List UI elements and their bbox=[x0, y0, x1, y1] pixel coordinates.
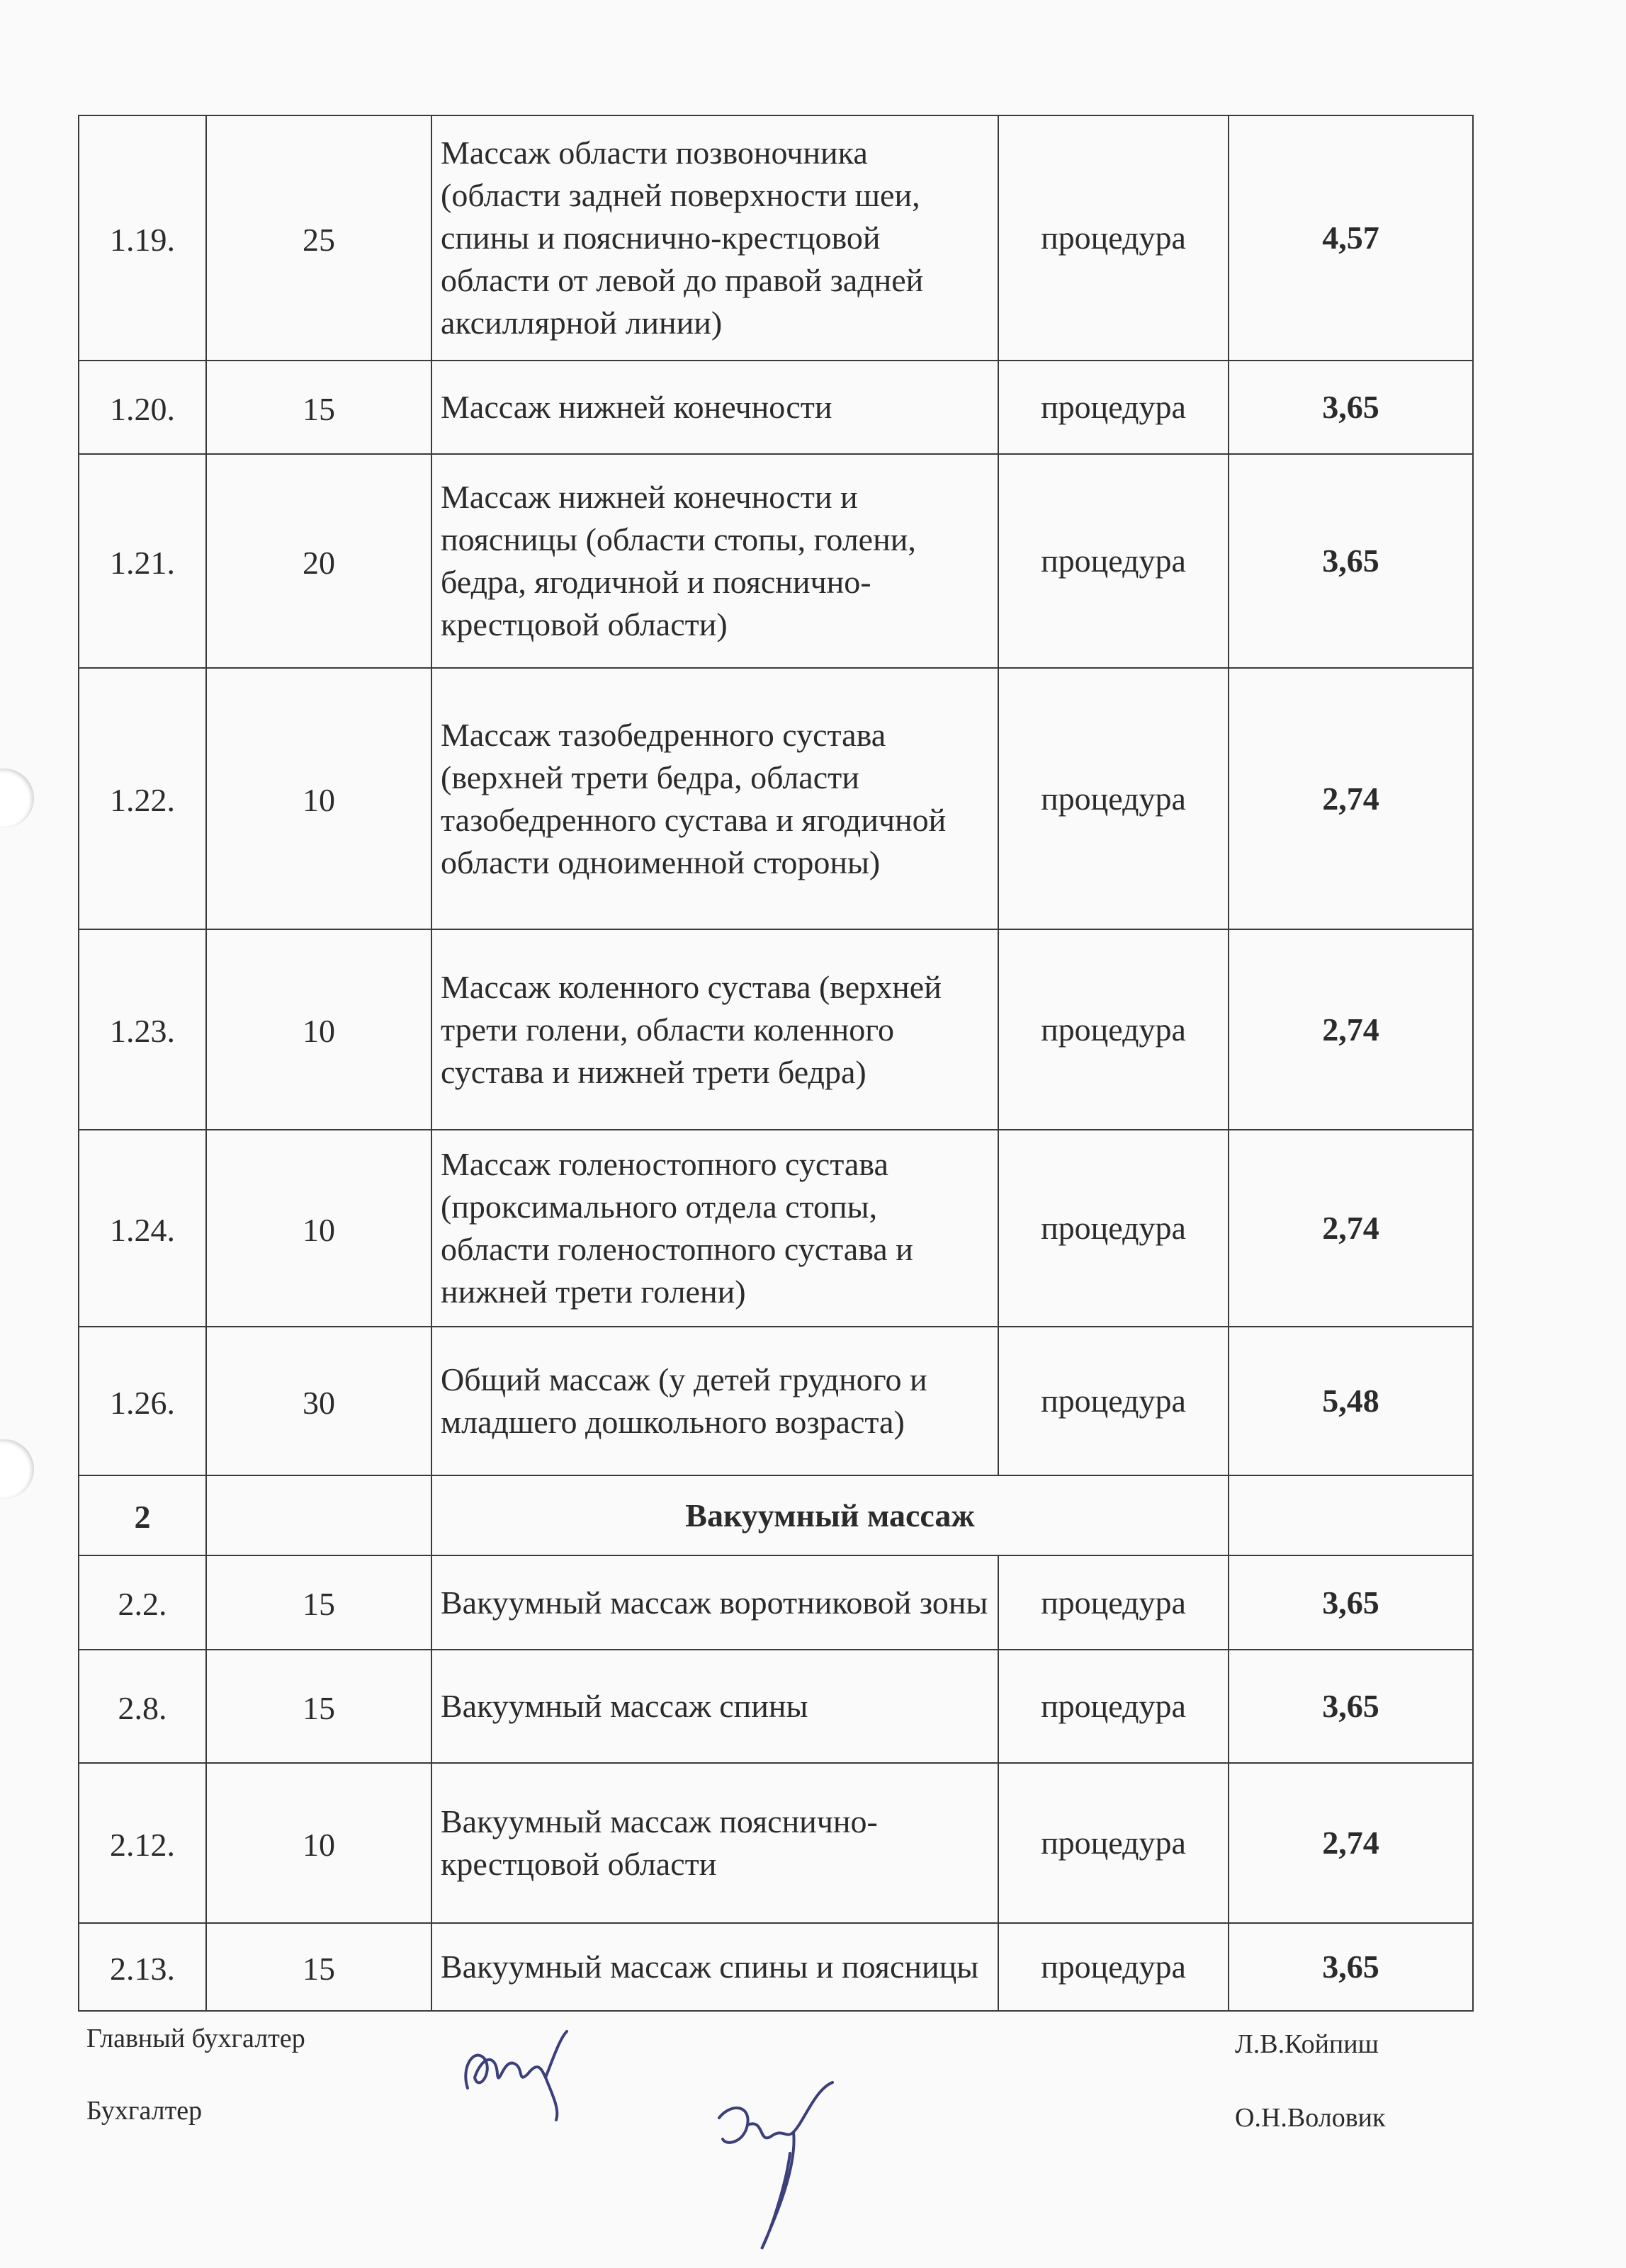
table-row bbox=[79, 1130, 1473, 1327]
row-number: 1.19. bbox=[79, 115, 206, 361]
row-service-name: Массаж области позвоночника (области задней поверхности шеи, спины и пояснично-крестцовой области от левой до правой задней аксиллярной линии) bbox=[431, 115, 998, 361]
row-price: 5,48 bbox=[1229, 1327, 1473, 1475]
section-number: 2 bbox=[79, 1475, 206, 1555]
row-unit: процедура bbox=[998, 1130, 1229, 1327]
row-unit: процедура bbox=[998, 929, 1229, 1130]
row-duration: 15 bbox=[206, 1650, 431, 1763]
row-duration: 10 bbox=[206, 1763, 431, 1923]
row-number: 2.2. bbox=[79, 1555, 206, 1650]
punch-hole bbox=[0, 1439, 34, 1499]
row-number: 1.20. bbox=[79, 361, 206, 454]
row-price: 3,65 bbox=[1229, 454, 1473, 668]
table-row bbox=[79, 929, 1473, 1130]
row-price: 2,74 bbox=[1229, 929, 1473, 1130]
row-unit: процедура bbox=[998, 115, 1229, 361]
row-price: 2,74 bbox=[1229, 1763, 1473, 1923]
row-price: 3,65 bbox=[1229, 1555, 1473, 1650]
row-duration: 10 bbox=[206, 1130, 431, 1327]
row-duration: 25 bbox=[206, 115, 431, 361]
row-duration: 15 bbox=[206, 361, 431, 454]
row-service-name: Массаж нижней конечности и поясницы (области стопы, голени, бедра, ягодичной и пояснично-крестцовой области) bbox=[431, 454, 998, 668]
row-number: 1.24. bbox=[79, 1130, 206, 1327]
accountant-title: Бухгалтер bbox=[86, 2096, 203, 2126]
row-duration: 15 bbox=[206, 1555, 431, 1650]
table-row bbox=[79, 1650, 1473, 1763]
row-price: 2,74 bbox=[1229, 1130, 1473, 1327]
row-unit: процедура bbox=[998, 1327, 1229, 1475]
row-duration: 10 bbox=[206, 929, 431, 1130]
price-table bbox=[78, 115, 1474, 2012]
table-row bbox=[79, 1555, 1473, 1650]
table-row bbox=[79, 361, 1473, 454]
row-price: 3,65 bbox=[1229, 1923, 1473, 2011]
row-duration: 30 bbox=[206, 1327, 431, 1475]
section-title: Вакуумный массаж bbox=[431, 1475, 1229, 1555]
row-number: 2.8. bbox=[79, 1650, 206, 1763]
row-unit: процедура bbox=[998, 668, 1229, 929]
row-number: 1.26. bbox=[79, 1327, 206, 1475]
row-service-name: Массаж голеностопного сустава (проксимального отдела стопы, области голеностопного сустава и нижней трети голени) bbox=[431, 1130, 998, 1327]
row-unit: процедура bbox=[998, 454, 1229, 668]
table-row bbox=[79, 1763, 1473, 1923]
row-unit: процедура bbox=[998, 1923, 1229, 2011]
row-number: 1.22. bbox=[79, 668, 206, 929]
punch-hole bbox=[0, 769, 34, 828]
table-row bbox=[79, 1923, 1473, 2011]
table-row bbox=[79, 454, 1473, 668]
accountant-name: О.Н.Воловик bbox=[1235, 2103, 1386, 2133]
row-number: 2.12. bbox=[79, 1763, 206, 1923]
row-number: 1.23. bbox=[79, 929, 206, 1130]
row-unit: процедура bbox=[998, 1650, 1229, 1763]
row-service-name: Массаж коленного сустава (верхней трети голени, области коленного сустава и нижней трети бедра) bbox=[431, 929, 998, 1130]
row-unit: процедура bbox=[998, 1555, 1229, 1650]
row-service-name: Вакуумный массаж спины и поясницы bbox=[431, 1923, 998, 2011]
row-price: 2,74 bbox=[1229, 668, 1473, 929]
row-service-name: Общий массаж (у детей грудного и младшего дошкольного возраста) bbox=[431, 1327, 998, 1475]
chief-accountant-name: Л.В.Койпиш bbox=[1235, 2029, 1379, 2059]
row-service-name: Массаж нижней конечности bbox=[431, 361, 998, 454]
section-header-row bbox=[79, 1475, 1473, 1555]
table-row bbox=[79, 1327, 1473, 1475]
row-number: 1.21. bbox=[79, 454, 206, 668]
row-service-name: Вакуумный массаж воротниковой зоны bbox=[431, 1555, 998, 1650]
row-duration: 15 bbox=[206, 1923, 431, 2011]
row-duration: 10 bbox=[206, 668, 431, 929]
chief-accountant-signature bbox=[453, 2017, 588, 2124]
row-unit: процедура bbox=[998, 361, 1229, 454]
row-unit: процедура bbox=[998, 1763, 1229, 1923]
table-row bbox=[79, 668, 1473, 929]
chief-accountant-title: Главный бухгалтер bbox=[86, 2024, 305, 2053]
row-price: 3,65 bbox=[1229, 361, 1473, 454]
row-service-name: Вакуумный массаж спины bbox=[431, 1650, 998, 1763]
row-price: 4,57 bbox=[1229, 115, 1473, 361]
row-service-name: Массаж тазобедренного сустава (верхней трети бедра, области тазобедренного сустава и ягодичной области одноименной стороны) bbox=[431, 668, 998, 929]
row-price: 3,65 bbox=[1229, 1650, 1473, 1763]
table-row bbox=[79, 115, 1473, 361]
row-service-name: Вакуумный массаж пояснично-крестцовой области bbox=[431, 1763, 998, 1923]
accountant-signature bbox=[708, 2075, 843, 2252]
row-duration: 20 bbox=[206, 454, 431, 668]
row-number: 2.13. bbox=[79, 1923, 206, 2011]
